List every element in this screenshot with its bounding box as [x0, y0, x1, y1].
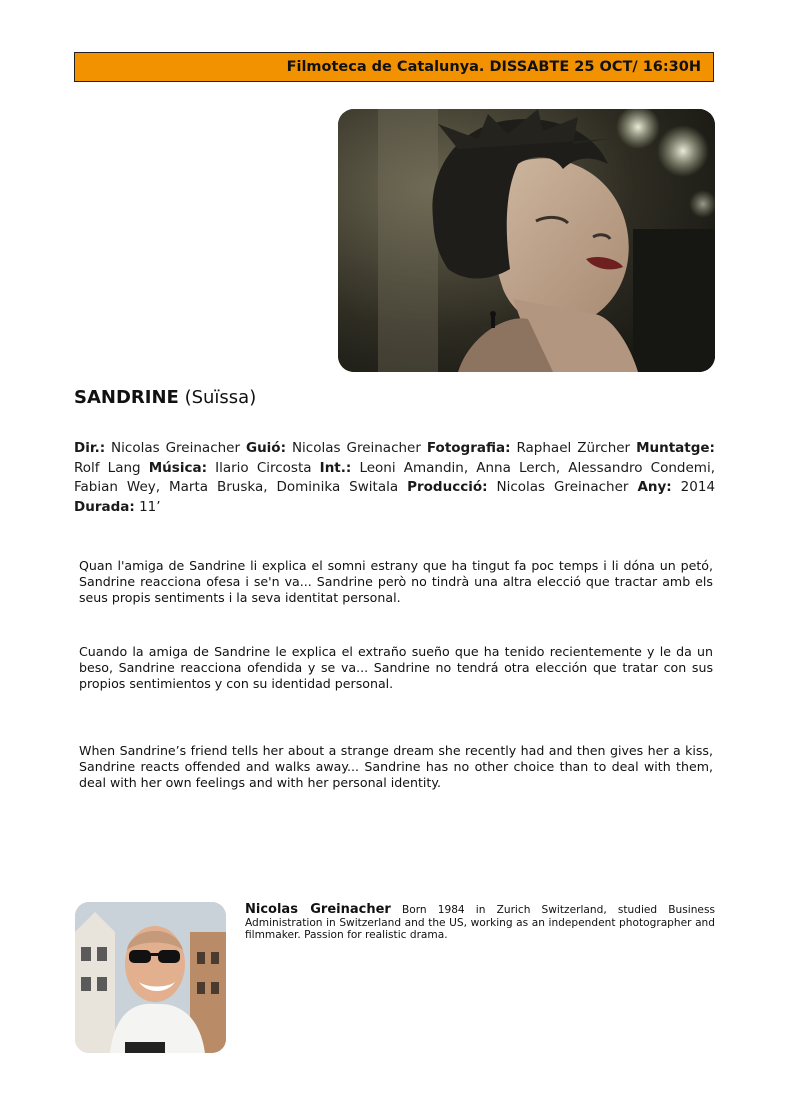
credit-value-production: Nicolas Greinacher: [496, 479, 629, 495]
film-title: [74, 387, 256, 408]
synopsis-catalan: Quan l'amiga de Sandrine li explica el somni estrany que ha tingut fa poc temps i li dóna un petó, Sandrine reacciona ofesa i se'n va... Sandrine però no tindrà una altra elecció que tractar amb els seus propis sentiments i la seva identitat personal.: [79, 558, 713, 605]
credit-value-script: Nicolas Greinacher: [291, 440, 421, 456]
credit-label-production: Producció:: [407, 479, 488, 495]
credit-value-music: Ilario Circosta: [215, 459, 312, 476]
director-name: Nicolas Greinacher: [245, 902, 391, 917]
synopsis-spanish: Cuando la amiga de Sandrine le explica el extraño sueño que ha tenido recientemente y le da un beso, Sandrine reacciona ofendida y se va... Sandrine no tendrá otra elección que tratar con sus propios sentimientos y con su identidad personal.: [79, 644, 713, 691]
film-credits: [74, 439, 715, 517]
synopsis-english: When Sandrine’s friend tells her about a strange dream she recently had and then gives her a kiss, Sandrine reacts offended and walks away... Sandrine has no other choice than to deal with them, deal with her own feelings and with her personal identity.: [79, 743, 713, 790]
event-header-text: Filmoteca de Catalunya. DISSABTE 25 OCT/ 16:30H: [286, 59, 701, 75]
credit-label-director: Dir.:: [74, 440, 106, 456]
credit-value-photography: Raphael Zürcher: [516, 440, 631, 456]
credit-value-duration: 11’: [139, 498, 161, 515]
credit-label-script: Guió:: [245, 440, 286, 456]
credit-value-director: Nicolas Greinacher: [111, 440, 241, 456]
director-bio-text: Born 1984 in Zurich Switzerland, studied Business Administration in Switzerland and the US, working as an independent photographer and filmmaker. Passion for realistic drama.: [245, 904, 715, 941]
credit-value-editing: Rolf Lang: [74, 459, 141, 476]
credit-value-year: 2014: [680, 479, 716, 495]
film-title-name: SANDRINE: [74, 387, 179, 408]
event-header-bar: [74, 52, 714, 82]
credit-label-year: Any:: [637, 479, 672, 495]
director-bio: [245, 904, 715, 942]
credit-label-photography: Fotografia:: [426, 440, 511, 456]
director-photo-illustration: [75, 902, 226, 1053]
credit-label-music: Música:: [148, 459, 207, 476]
credit-label-editing: Muntatge:: [636, 440, 715, 456]
credit-value-cast: Leoni Amandin, Anna Lerch, Alessandro Condemi, Fabian Wey, Marta Bruska, Dominika Switala: [74, 459, 715, 495]
director-photo: [75, 902, 226, 1053]
credit-label-duration: Durada:: [74, 498, 135, 515]
film-still-image: [338, 109, 715, 372]
film-still-illustration: [338, 109, 715, 372]
film-title-country: (Suïssa): [184, 387, 257, 408]
credit-label-cast: Int.:: [319, 459, 352, 476]
